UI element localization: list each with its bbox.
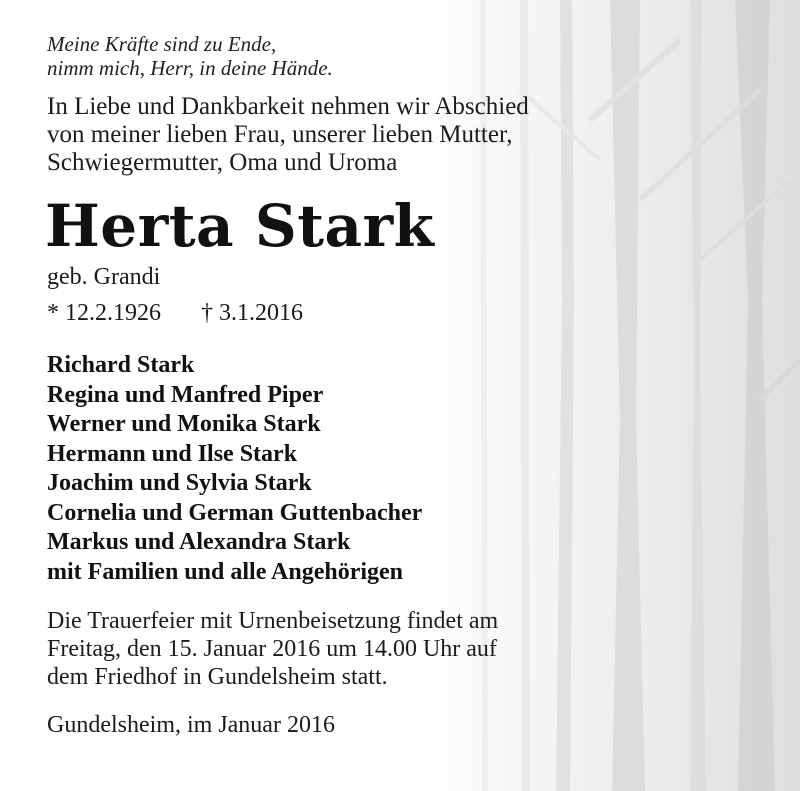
motto-line: nimm mich, Herr, in deine Hände. xyxy=(47,56,333,80)
birth-date: * 12.2.1926 xyxy=(47,300,161,326)
mourner-entry: mit Familien und alle Angehörigen xyxy=(47,558,404,585)
funeral-line: Die Trauerfeier mit Urnenbeisetzung findet am xyxy=(47,608,499,634)
mourner-entry: Regina und Manfred Piper xyxy=(47,381,324,408)
place-and-date: Gundelsheim, im Januar 2016 xyxy=(47,712,335,738)
life-dates xyxy=(47,299,647,327)
funeral-details xyxy=(47,607,647,691)
maiden-name: geb. Grandi xyxy=(47,264,161,290)
motto-verse xyxy=(47,32,647,80)
mourner-entry: Joachim und Sylvia Stark xyxy=(47,470,312,496)
intro-line: Schwiegermutter, Oma und Uroma xyxy=(47,149,398,176)
deceased-name: Herta Stark xyxy=(45,192,435,260)
motto-line: Meine Kräfte sind zu Ende, xyxy=(47,32,277,56)
intro-line: In Liebe und Dankbarkeit nehmen wir Abschied xyxy=(47,93,529,120)
mourner-entry: Cornelia und German Guttenbacher xyxy=(47,499,423,526)
death-date: † 3.1.2016 xyxy=(201,300,303,326)
funeral-line: dem Friedhof in Gundelsheim statt. xyxy=(47,664,388,690)
intro-text xyxy=(47,93,647,177)
funeral-line: Freitag, den 15. Januar 2016 um 14.00 Uhr auf xyxy=(47,636,497,662)
notice-content xyxy=(47,32,647,739)
mourner-entry: Markus und Alexandra Stark xyxy=(47,529,351,555)
mourner-entry: Werner und Monika Stark xyxy=(47,411,321,437)
intro-line: von meiner lieben Frau, unserer lieben Mutter, xyxy=(47,121,513,148)
mourner-entry: Richard Stark xyxy=(47,352,195,378)
mourner-entry: Hermann und Ilse Stark xyxy=(47,440,298,467)
mourners-list xyxy=(47,351,647,587)
